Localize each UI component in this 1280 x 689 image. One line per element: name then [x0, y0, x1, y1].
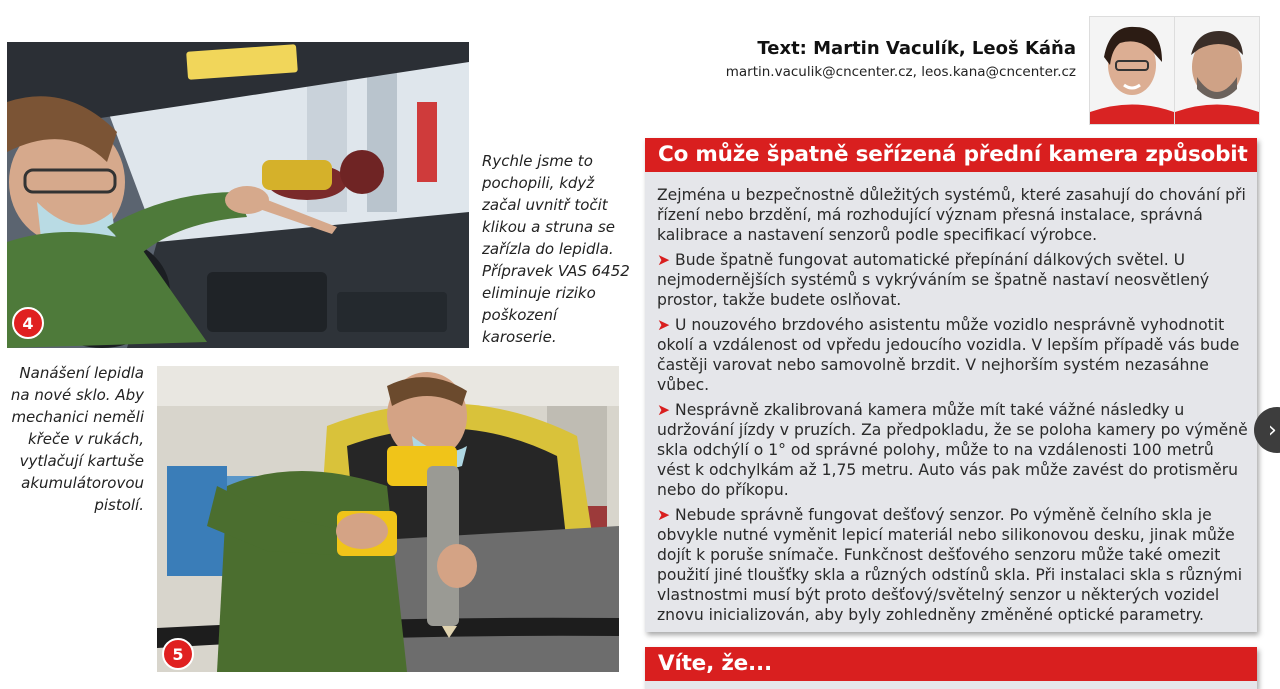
photo-caption: Nanášení lepidla na nové sklo. Aby mechanici neměli křeče v rukách, vytlačují kartuše akumulátorovou pistolí.	[10, 364, 144, 514]
info-box-bullet: ➤ Nesprávně zkalibrovaná kamera může mít také vážné následky u udržování jízdy v pruzích. Za předpokladu, že se poloha kamery po výměně skla odchýlí o 1° od správné polohy, může to na vzdálenosti 100 metrů vést k odchylkám až 1,75 metru. Auto vás pak může zavést do protisměru nebo do příkopu.	[657, 401, 1248, 499]
author-portrait	[1089, 16, 1175, 125]
photo-technician-windshield	[7, 42, 469, 348]
author-portrait	[1174, 16, 1260, 125]
photo-mechanic-adhesive	[157, 366, 619, 672]
chevron-right-icon[interactable]: ›	[1254, 407, 1280, 453]
photo-number-badge: 4	[12, 307, 44, 339]
photo-number-badge: 5	[162, 638, 194, 670]
info-box-intro: Zejména u bezpečnostně důležitých systémů, které zasahují do chování při řízení nebo brzdění, má rozhodující význam přesná instalace, správná kalibrace a nastavení senzorů podle specifikací výrobce.	[657, 186, 1246, 244]
author-byline	[726, 38, 1076, 80]
arrow-bullet-icon: ➤	[657, 506, 671, 524]
arrow-bullet-icon: ➤	[657, 401, 671, 419]
author-emails: martin.vaculik@cncenter.cz, leos.kana@cncenter.cz	[725, 64, 1076, 80]
arrow-bullet-icon: ➤	[657, 251, 671, 269]
info-box-title: Co může špatně seřízená přední kamera způsobit	[645, 138, 1257, 172]
arrow-bullet-icon: ➤	[657, 316, 671, 334]
info-box-bullet: ➤ U nouzového brzdového asistentu může vozidlo nesprávně vyhodnotit okolí a vzdálenost od vpředu jedoucího vozidla. V lepším případě vás bude častěji varovat nebo samovolně brzdit. V nejhorším systém nezasáhne vůbec.	[657, 316, 1240, 394]
photo-caption: Rychle jsme to pochopili, když začal uvnitř točit klikou a struna se zařízla do lepidla. Přípravek VAS 6452 eliminuje riziko poškození karoserie.	[482, 152, 630, 346]
author-names: Text: Martin Vaculík, Leoš Káňa	[757, 38, 1076, 59]
info-box-vite	[645, 647, 1257, 689]
info-box-vite-title: Víte, že...	[645, 647, 1257, 681]
info-box-bullet: ➤ Nebude správně fungovat dešťový senzor. Po výměně čelního skla je obvykle nutné vyměnit lepicí materiál nebo silikonovou desku, jinak může dojít k poruše snímače. Funkčnost dešťového senzoru může také omezit použití jiné tloušťky skla a různých odstínů skla. Při instalaci skla s různými vlastnostmi musí být proto dešťový/světelný senzor u některých vozidel znovu inicializován, aby byly zohledněny změněné optické parametry.	[657, 506, 1243, 624]
info-box-bullet: ➤ Bude špatně fungovat automatické přepínání dálkových světel. U nejmodernějších systémů s vykrýváním se špatně nastaví neosvětlený prostor, takže budete oslňovat.	[657, 251, 1210, 309]
info-box-body	[657, 185, 1249, 630]
info-box	[645, 138, 1257, 632]
